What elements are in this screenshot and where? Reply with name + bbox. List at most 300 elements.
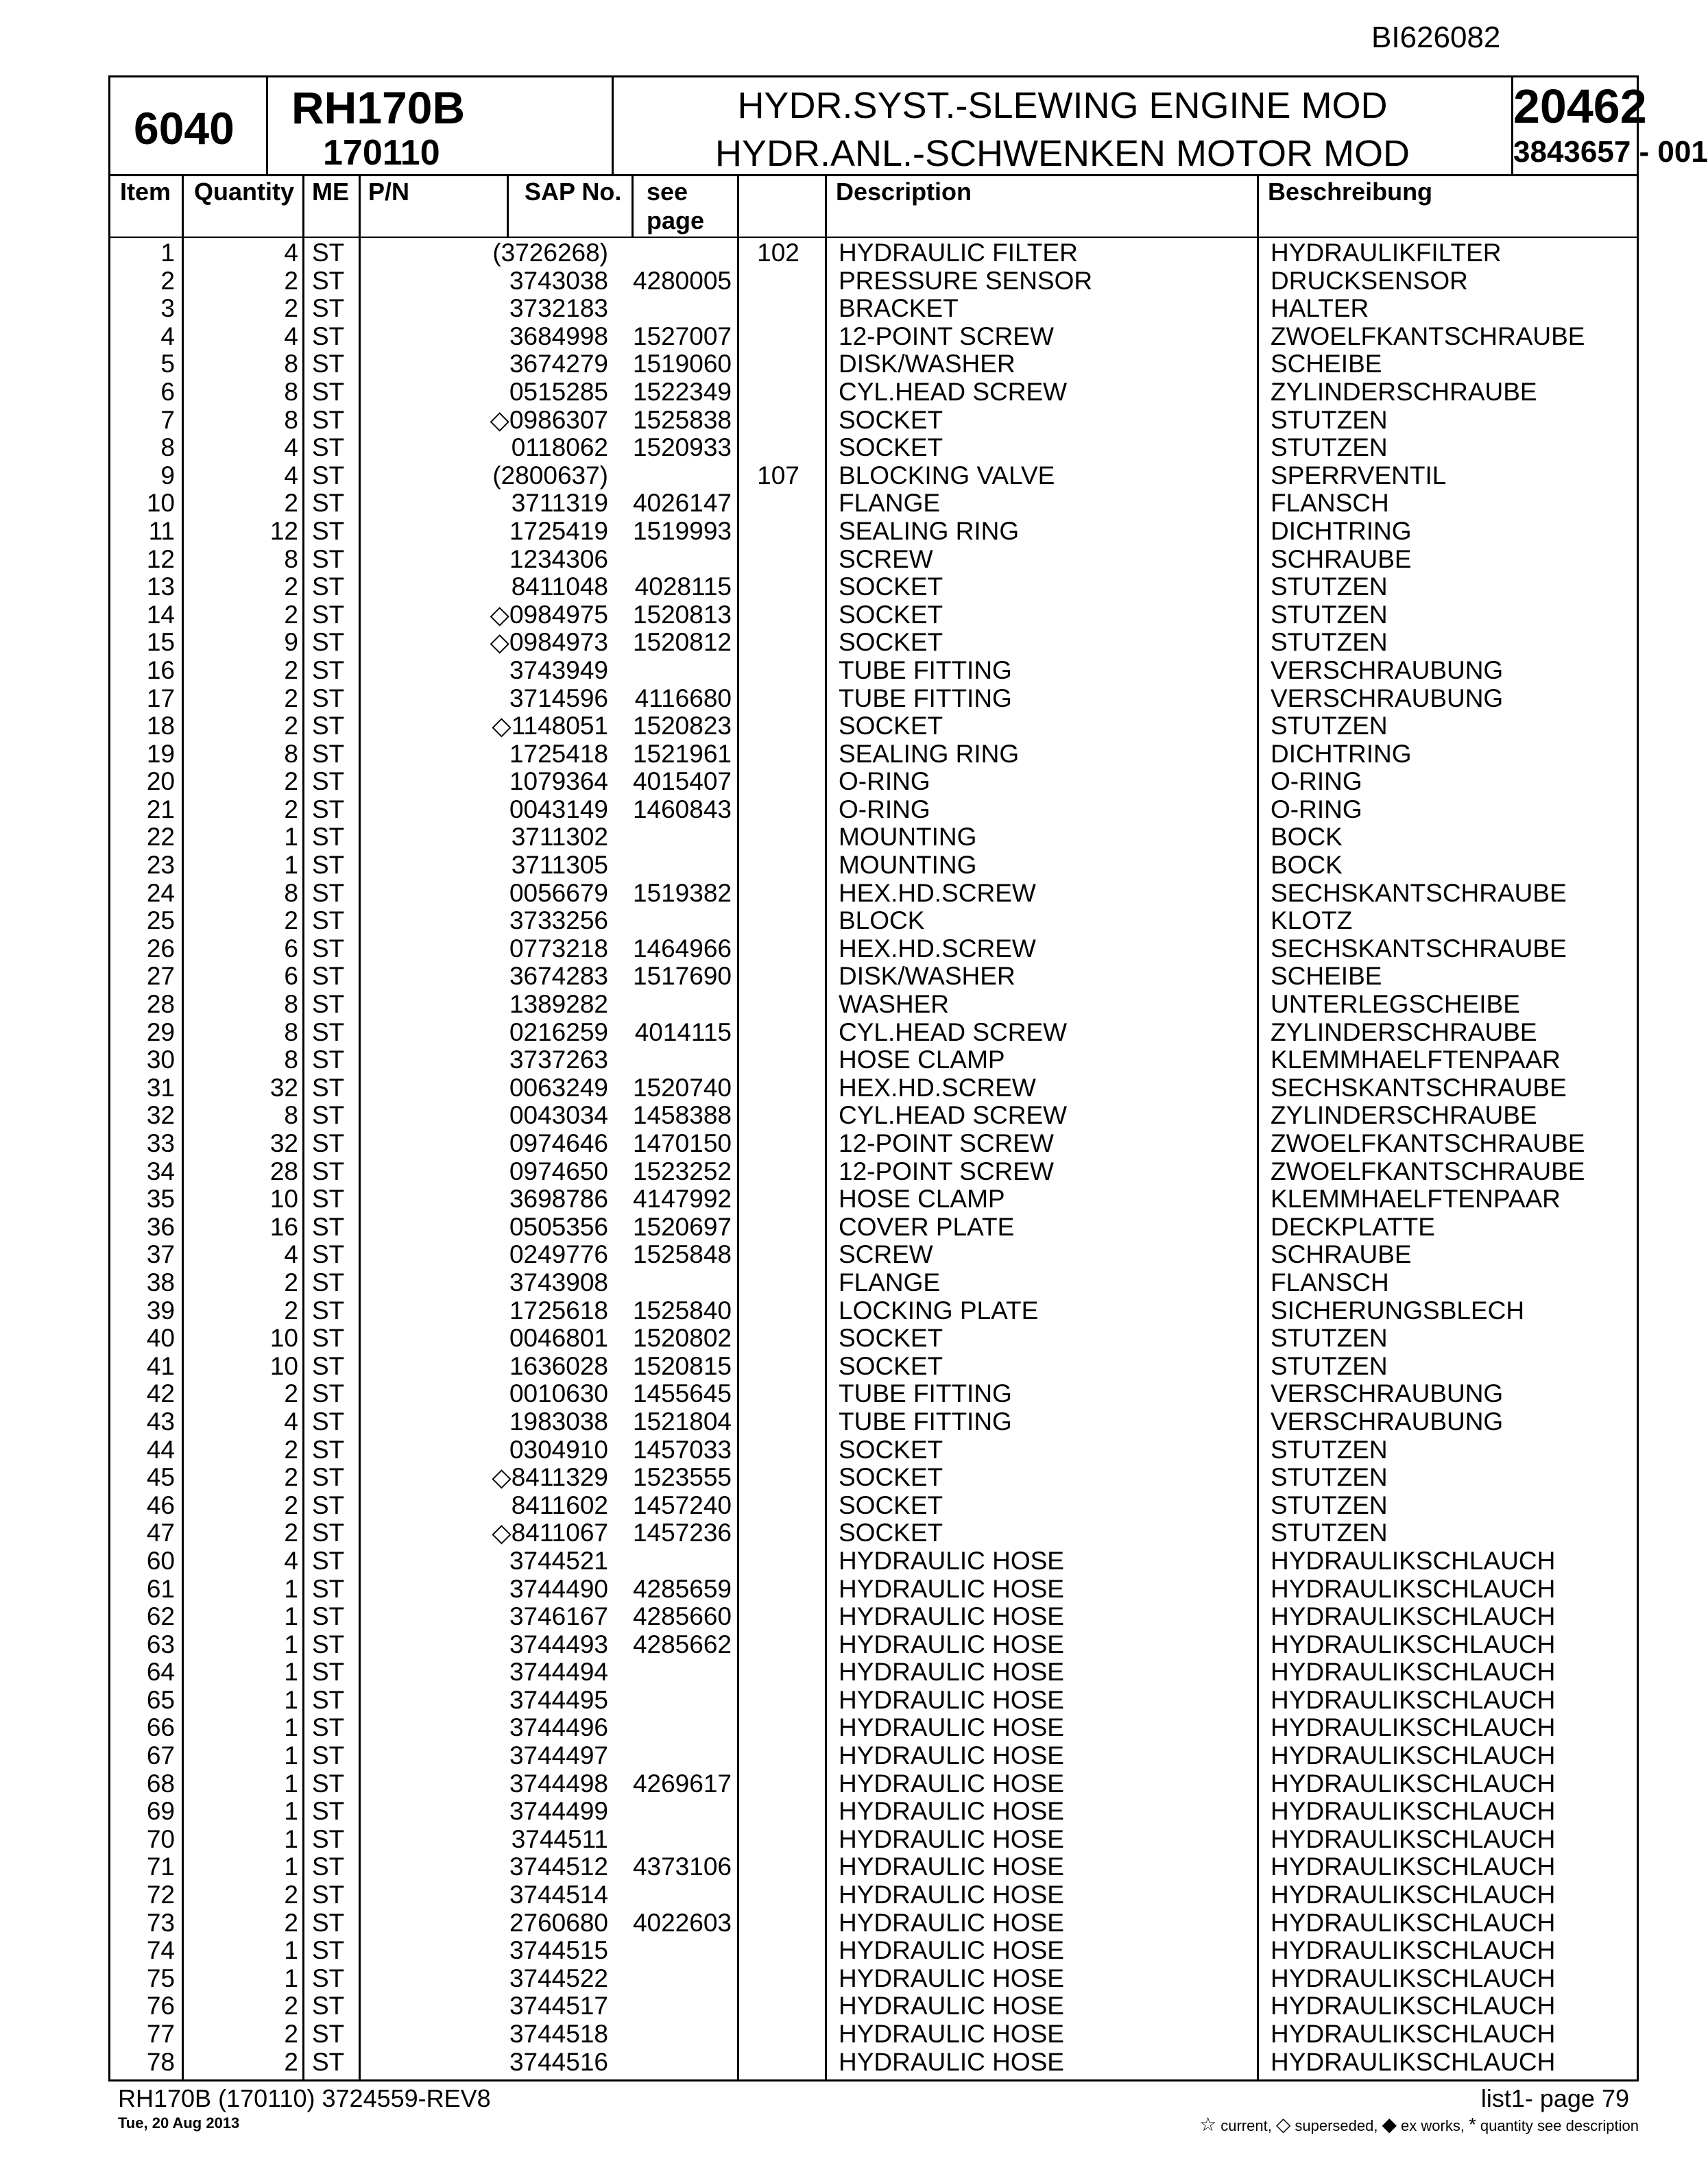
quantity: 2 xyxy=(284,1379,298,1408)
quantity: 8 xyxy=(284,377,298,406)
asterisk-icon: * xyxy=(1468,2114,1476,2135)
description-german: STUTZEN xyxy=(1271,433,1388,462)
unit: ST xyxy=(312,962,345,991)
description-german: SCHRAUBE xyxy=(1271,1240,1412,1269)
sap-number: 1520813 xyxy=(632,600,732,629)
unit: ST xyxy=(312,1073,345,1102)
unit: ST xyxy=(312,1296,345,1325)
description-german: HYDRAULIKSCHLAUCH xyxy=(1271,2047,1556,2076)
item-number: 1 xyxy=(160,239,175,267)
description-german: FLANSCH xyxy=(1271,1268,1389,1296)
column-header-pn: P/N xyxy=(368,178,410,206)
description-german: BOCK xyxy=(1271,823,1343,852)
unit: ST xyxy=(312,1212,345,1241)
part-number: ◇8411067 xyxy=(492,1519,608,1547)
part-number: ◇0984975 xyxy=(490,600,608,629)
item-number: 35 xyxy=(146,1185,175,1214)
quantity: 2 xyxy=(284,906,298,935)
item-number: 39 xyxy=(146,1296,175,1325)
description-english: HEX.HD.SCREW xyxy=(839,878,1036,907)
description-english: FLANGE xyxy=(839,489,941,518)
item-number: 13 xyxy=(146,572,175,601)
unit: ST xyxy=(312,1853,345,1881)
description-english: PRESSURE SENSOR xyxy=(839,266,1093,295)
quantity: 32 xyxy=(269,1129,298,1157)
table-row xyxy=(110,1909,1637,1938)
part-number: 3744521 xyxy=(509,1546,608,1575)
quantity: 4 xyxy=(284,461,298,490)
description-english: HYDRAULIC HOSE xyxy=(839,1853,1064,1881)
sap-number: 1457240 xyxy=(632,1491,732,1519)
description-german: ZWOELFKANTSCHRAUBE xyxy=(1271,1157,1585,1185)
description-german: VERSCHRAUBUNG xyxy=(1271,1407,1504,1436)
unit: ST xyxy=(312,878,345,907)
item-number: 69 xyxy=(146,1797,175,1826)
table-row xyxy=(110,1102,1637,1130)
quantity: 8 xyxy=(284,1101,298,1130)
document-id: BI626082 xyxy=(1371,21,1501,54)
description-german: SPERRVENTIL xyxy=(1271,461,1447,490)
unit: ST xyxy=(312,600,345,629)
table-row xyxy=(110,1658,1637,1687)
unit: ST xyxy=(312,516,345,545)
description-english: HYDRAULIC HOSE xyxy=(839,1685,1064,1714)
part-number: 0974650 xyxy=(509,1157,608,1185)
description-english: SOCKET xyxy=(839,1435,943,1464)
description-german: SICHERUNGSBLECH xyxy=(1271,1296,1525,1325)
description-english: TUBE FITTING xyxy=(839,1407,1012,1436)
description-english: SOCKET xyxy=(839,1463,943,1492)
unit: ST xyxy=(312,851,345,880)
description-english: MOUNTING xyxy=(839,823,977,852)
item-number: 70 xyxy=(146,1824,175,1853)
item-number: 65 xyxy=(146,1685,175,1714)
quantity: 1 xyxy=(284,1964,298,1992)
description-english: 12-POINT SCREW xyxy=(839,1129,1054,1157)
description-english: HYDRAULIC FILTER xyxy=(839,239,1078,267)
table-row xyxy=(110,1992,1637,2020)
part-number: ◇0984973 xyxy=(490,628,608,657)
part-number: 8411048 xyxy=(511,572,608,601)
sap-number: 1525838 xyxy=(632,405,732,434)
description-german: STUTZEN xyxy=(1271,1324,1388,1353)
part-number: 0063249 xyxy=(509,1073,608,1102)
item-number: 16 xyxy=(146,655,175,684)
sap-number: 1520802 xyxy=(632,1324,732,1353)
table-row xyxy=(110,1770,1637,1798)
quantity: 1 xyxy=(284,851,298,880)
table-row xyxy=(110,1937,1637,1965)
table-row xyxy=(110,740,1637,769)
unit: ST xyxy=(312,906,345,935)
description-german: STUTZEN xyxy=(1271,1463,1388,1492)
description-english: HEX.HD.SCREW xyxy=(839,1073,1036,1102)
quantity: 10 xyxy=(269,1185,298,1214)
sap-number: 4014115 xyxy=(634,1017,732,1046)
quantity: 1 xyxy=(284,1797,298,1826)
part-number: 0249776 xyxy=(509,1240,608,1269)
quantity: 2 xyxy=(284,1463,298,1492)
unit: ST xyxy=(312,1797,345,1826)
description-english: HYDRAULIC HOSE xyxy=(839,1574,1064,1603)
table-row xyxy=(110,350,1637,378)
part-number: 1079364 xyxy=(509,767,608,796)
table-row xyxy=(110,1547,1637,1576)
item-number: 10 xyxy=(146,489,175,518)
description-german: HYDRAULIKSCHLAUCH xyxy=(1271,1964,1556,1992)
sap-number: 4269617 xyxy=(632,1769,732,1798)
description-english: HYDRAULIC HOSE xyxy=(839,1546,1064,1575)
part-number: 3711319 xyxy=(511,489,608,518)
quantity: 4 xyxy=(284,1240,298,1269)
description-german: HYDRAULIKFILTER xyxy=(1271,239,1502,267)
quantity: 2 xyxy=(284,767,298,796)
column-divider xyxy=(632,176,634,238)
description-german: HYDRAULIKSCHLAUCH xyxy=(1271,1881,1556,1909)
description-german: HYDRAULIKSCHLAUCH xyxy=(1271,1630,1556,1658)
table-row xyxy=(110,1325,1637,1353)
unit: ST xyxy=(312,1658,345,1687)
unit: ST xyxy=(312,1936,345,1965)
item-number: 74 xyxy=(146,1936,175,1965)
unit: ST xyxy=(312,655,345,684)
item-number: 67 xyxy=(146,1741,175,1770)
quantity: 8 xyxy=(284,1046,298,1074)
table-row xyxy=(110,1576,1637,1604)
part-number: 0974646 xyxy=(509,1129,608,1157)
item-number: 37 xyxy=(146,1240,175,1269)
description-english: FLANGE xyxy=(839,1268,941,1296)
quantity: 2 xyxy=(284,1296,298,1325)
quantity: 1 xyxy=(284,1824,298,1853)
table-row xyxy=(110,1214,1637,1242)
part-number: 3744495 xyxy=(509,1685,608,1714)
column-header-see: see xyxy=(647,178,688,206)
quantity: 8 xyxy=(284,405,298,434)
unit: ST xyxy=(312,712,345,740)
unit: ST xyxy=(312,1824,345,1853)
item-number: 78 xyxy=(146,2047,175,2076)
description-german: HYDRAULIKSCHLAUCH xyxy=(1271,1658,1556,1687)
item-number: 6 xyxy=(160,377,175,406)
description-english: CYL.HEAD SCREW xyxy=(839,1101,1068,1130)
sap-number: 1525840 xyxy=(632,1296,732,1325)
star-icon: ☆ xyxy=(1199,2114,1217,2135)
description-german: DICHTRING xyxy=(1271,516,1412,545)
model-name: RH170B xyxy=(291,82,466,133)
unit: ST xyxy=(312,1685,345,1714)
quantity: 16 xyxy=(269,1212,298,1241)
column-header-rule xyxy=(110,237,1637,238)
quantity: 2 xyxy=(284,600,298,629)
part-number: 3744512 xyxy=(509,1853,608,1881)
unit: ST xyxy=(312,1046,345,1074)
description-german: SCHRAUBE xyxy=(1271,544,1412,573)
quantity: 1 xyxy=(284,1853,298,1881)
table-row xyxy=(110,518,1637,546)
table-row xyxy=(110,629,1637,657)
description-german: STUTZEN xyxy=(1271,1435,1388,1464)
unit: ST xyxy=(312,266,345,295)
description-english: HYDRAULIC HOSE xyxy=(839,1602,1064,1631)
quantity: 4 xyxy=(284,1407,298,1436)
unit: ST xyxy=(312,405,345,434)
part-number: 0216259 xyxy=(509,1017,608,1046)
table-row xyxy=(110,1853,1637,1881)
sap-number: 4028115 xyxy=(634,572,732,601)
part-number: 3684998 xyxy=(509,322,608,350)
part-number: 0118062 xyxy=(511,433,608,462)
description-german: STUTZEN xyxy=(1271,1491,1388,1519)
table-row xyxy=(110,1046,1637,1074)
description-english: BLOCKING VALVE xyxy=(839,461,1055,490)
description-german: SECHSKANTSCHRAUBE xyxy=(1271,934,1567,963)
unit: ST xyxy=(312,1129,345,1157)
column-header-beschreibung: Beschreibung xyxy=(1268,178,1433,206)
unit: ST xyxy=(312,2047,345,2076)
unit: ST xyxy=(312,1185,345,1214)
description-german: VERSCHRAUBUNG xyxy=(1271,684,1504,712)
sap-number: 1519382 xyxy=(632,878,732,907)
description-german: HYDRAULIKSCHLAUCH xyxy=(1271,1546,1556,1575)
description-german: STUTZEN xyxy=(1271,712,1388,740)
description-german: HYDRAULIKSCHLAUCH xyxy=(1271,1992,1556,2020)
see-page: 102 xyxy=(757,239,799,267)
part-number: 1636028 xyxy=(509,1351,608,1380)
item-number: 26 xyxy=(146,934,175,963)
quantity: 2 xyxy=(284,1268,298,1296)
sap-number: 1520697 xyxy=(632,1212,732,1241)
sap-number: 4116680 xyxy=(634,684,732,712)
quantity: 2 xyxy=(284,2047,298,2076)
description-english: SCREW xyxy=(839,1240,933,1269)
item-number: 71 xyxy=(146,1853,175,1881)
sap-number: 1523252 xyxy=(632,1157,732,1185)
quantity: 2 xyxy=(284,1908,298,1937)
description-english: HYDRAULIC HOSE xyxy=(839,1992,1064,2020)
description-english: SOCKET xyxy=(839,600,943,629)
item-number: 22 xyxy=(146,823,175,852)
part-number: 3698786 xyxy=(509,1185,608,1214)
sap-number: 4280005 xyxy=(632,266,732,295)
sap-number: 1522349 xyxy=(632,377,732,406)
sap-number: 1520933 xyxy=(632,433,732,462)
unit: ST xyxy=(312,489,345,518)
unit: ST xyxy=(312,294,345,323)
unit: ST xyxy=(312,350,345,378)
quantity: 2 xyxy=(284,712,298,740)
unit: ST xyxy=(312,461,345,490)
part-number: 3744514 xyxy=(509,1881,608,1909)
description-german: O-RING xyxy=(1271,767,1362,796)
description-english: TUBE FITTING xyxy=(839,655,1012,684)
item-number: 75 xyxy=(146,1964,175,1992)
table-row xyxy=(110,1408,1637,1436)
description-english: TUBE FITTING xyxy=(839,684,1012,712)
table-row xyxy=(110,796,1637,824)
description-german: STUTZEN xyxy=(1271,600,1388,629)
item-number: 73 xyxy=(146,1908,175,1937)
quantity: 1 xyxy=(284,823,298,852)
part-number: 3744494 xyxy=(509,1658,608,1687)
table-row xyxy=(110,1464,1637,1492)
item-number: 36 xyxy=(146,1212,175,1241)
unit: ST xyxy=(312,739,345,768)
description-german: ZWOELFKANTSCHRAUBE xyxy=(1271,322,1585,350)
part-number: 3744497 xyxy=(509,1741,608,1770)
print-date: Tue, 20 Aug 2013 xyxy=(118,2114,240,2132)
description-german: SCHEIBE xyxy=(1271,350,1382,378)
part-number: 0043149 xyxy=(509,795,608,823)
table-row xyxy=(110,935,1637,963)
item-number: 23 xyxy=(146,851,175,880)
quantity: 2 xyxy=(284,1491,298,1519)
quantity: 2 xyxy=(284,489,298,518)
item-number: 2 xyxy=(160,266,175,295)
table-row xyxy=(110,685,1637,713)
part-number: 3711305 xyxy=(511,851,608,880)
model-cell xyxy=(268,77,614,176)
diamond-outline-icon: ◇ xyxy=(1275,2114,1291,2135)
description-german: DECKPLATTE xyxy=(1271,1212,1435,1241)
legend-label: quantity see description xyxy=(1480,2117,1639,2134)
item-number: 19 xyxy=(146,739,175,768)
table-row xyxy=(110,1297,1637,1325)
item-number: 47 xyxy=(146,1519,175,1547)
group-number: 6040 xyxy=(134,103,234,154)
unit: ST xyxy=(312,1602,345,1631)
part-number: 3744516 xyxy=(509,2047,608,2076)
description-german: FLANSCH xyxy=(1271,489,1389,518)
unit: ST xyxy=(312,572,345,601)
sap-number: 1520812 xyxy=(632,628,732,657)
table-row xyxy=(110,1353,1637,1381)
unit: ST xyxy=(312,1157,345,1185)
part-number: 0046801 xyxy=(509,1324,608,1353)
description-english: SOCKET xyxy=(839,628,943,657)
table-row xyxy=(110,712,1637,740)
sap-number: 4285660 xyxy=(632,1602,732,1631)
quantity: 1 xyxy=(284,1658,298,1687)
unit: ST xyxy=(312,322,345,350)
description-english: CYL.HEAD SCREW xyxy=(839,1017,1068,1046)
item-number: 66 xyxy=(146,1713,175,1742)
unit: ST xyxy=(312,1463,345,1492)
item-number: 5 xyxy=(160,350,175,378)
description-german: STUTZEN xyxy=(1271,1519,1388,1547)
item-number: 77 xyxy=(146,2020,175,2048)
description-german: HYDRAULIKSCHLAUCH xyxy=(1271,1713,1556,1742)
unit: ST xyxy=(312,1379,345,1408)
description-english: SOCKET xyxy=(839,433,943,462)
item-number: 30 xyxy=(146,1046,175,1074)
drawing-number: 3843657 - 001 xyxy=(1513,135,1708,169)
quantity: 32 xyxy=(269,1073,298,1102)
part-number: 3744515 xyxy=(509,1936,608,1965)
table-row xyxy=(110,267,1637,295)
item-number: 9 xyxy=(160,461,175,490)
unit: ST xyxy=(312,823,345,852)
description-english: SOCKET xyxy=(839,572,943,601)
quantity: 1 xyxy=(284,1713,298,1742)
quantity: 1 xyxy=(284,1769,298,1798)
description-english: SOCKET xyxy=(839,712,943,740)
description-english: HYDRAULIC HOSE xyxy=(839,1797,1064,1826)
table-row xyxy=(110,1798,1637,1826)
table-row xyxy=(110,1881,1637,1909)
sap-number: 1525848 xyxy=(632,1240,732,1269)
part-number: 3743038 xyxy=(509,266,608,295)
part-number: 3732183 xyxy=(509,294,608,323)
assembly-cell xyxy=(1513,77,1708,176)
item-number: 27 xyxy=(146,962,175,991)
quantity: 10 xyxy=(269,1324,298,1353)
quantity: 4 xyxy=(284,433,298,462)
sap-number: 4015407 xyxy=(632,767,732,796)
column-header-see-page xyxy=(647,178,704,235)
description-german: STUTZEN xyxy=(1271,1351,1388,1380)
quantity: 1 xyxy=(284,1685,298,1714)
unit: ST xyxy=(312,767,345,796)
quantity: 2 xyxy=(284,266,298,295)
part-number: 0515285 xyxy=(509,377,608,406)
unit: ST xyxy=(312,628,345,657)
description-german: HYDRAULIKSCHLAUCH xyxy=(1271,1936,1556,1965)
unit: ST xyxy=(312,1268,345,1296)
description-english: SCREW xyxy=(839,544,933,573)
sap-number: 1521961 xyxy=(632,739,732,768)
table-row xyxy=(110,907,1637,935)
part-number: 0773218 xyxy=(509,934,608,963)
description-german: KLEMMHAELFTENPAAR xyxy=(1271,1185,1561,1214)
sap-number: 1460843 xyxy=(632,795,732,823)
item-number: 46 xyxy=(146,1491,175,1519)
description-german: DICHTRING xyxy=(1271,739,1412,768)
table-row xyxy=(110,2020,1637,2049)
unit: ST xyxy=(312,1630,345,1658)
quantity: 2 xyxy=(284,572,298,601)
table-row xyxy=(110,601,1637,629)
table-row xyxy=(110,1380,1637,1408)
sap-number: 1519060 xyxy=(632,350,732,378)
description-english: SEALING RING xyxy=(839,516,1020,545)
table-row xyxy=(110,823,1637,852)
table-row xyxy=(110,462,1637,490)
quantity: 2 xyxy=(284,294,298,323)
item-number: 17 xyxy=(146,684,175,712)
symbol-legend xyxy=(1070,2113,1639,2136)
description-english: SOCKET xyxy=(839,1324,943,1353)
unit: ST xyxy=(312,1101,345,1130)
table-row xyxy=(110,1714,1637,1742)
table-row xyxy=(110,1269,1637,1297)
sap-number: 1464966 xyxy=(632,934,732,963)
description-german: STUTZEN xyxy=(1271,572,1388,601)
quantity: 2 xyxy=(284,795,298,823)
table-row xyxy=(110,1519,1637,1547)
table-row xyxy=(110,1492,1637,1520)
description-english: HYDRAULIC HOSE xyxy=(839,1713,1064,1742)
table-row xyxy=(110,1687,1637,1715)
serial-number: 170110 xyxy=(323,133,440,173)
description-english: BLOCK xyxy=(839,906,925,935)
description-english: HEX.HD.SCREW xyxy=(839,934,1036,963)
table-row xyxy=(110,1631,1637,1659)
part-number: 0056679 xyxy=(509,878,608,907)
quantity: 2 xyxy=(284,1881,298,1909)
part-number: 3674279 xyxy=(509,350,608,378)
group-number-cell xyxy=(110,77,268,176)
